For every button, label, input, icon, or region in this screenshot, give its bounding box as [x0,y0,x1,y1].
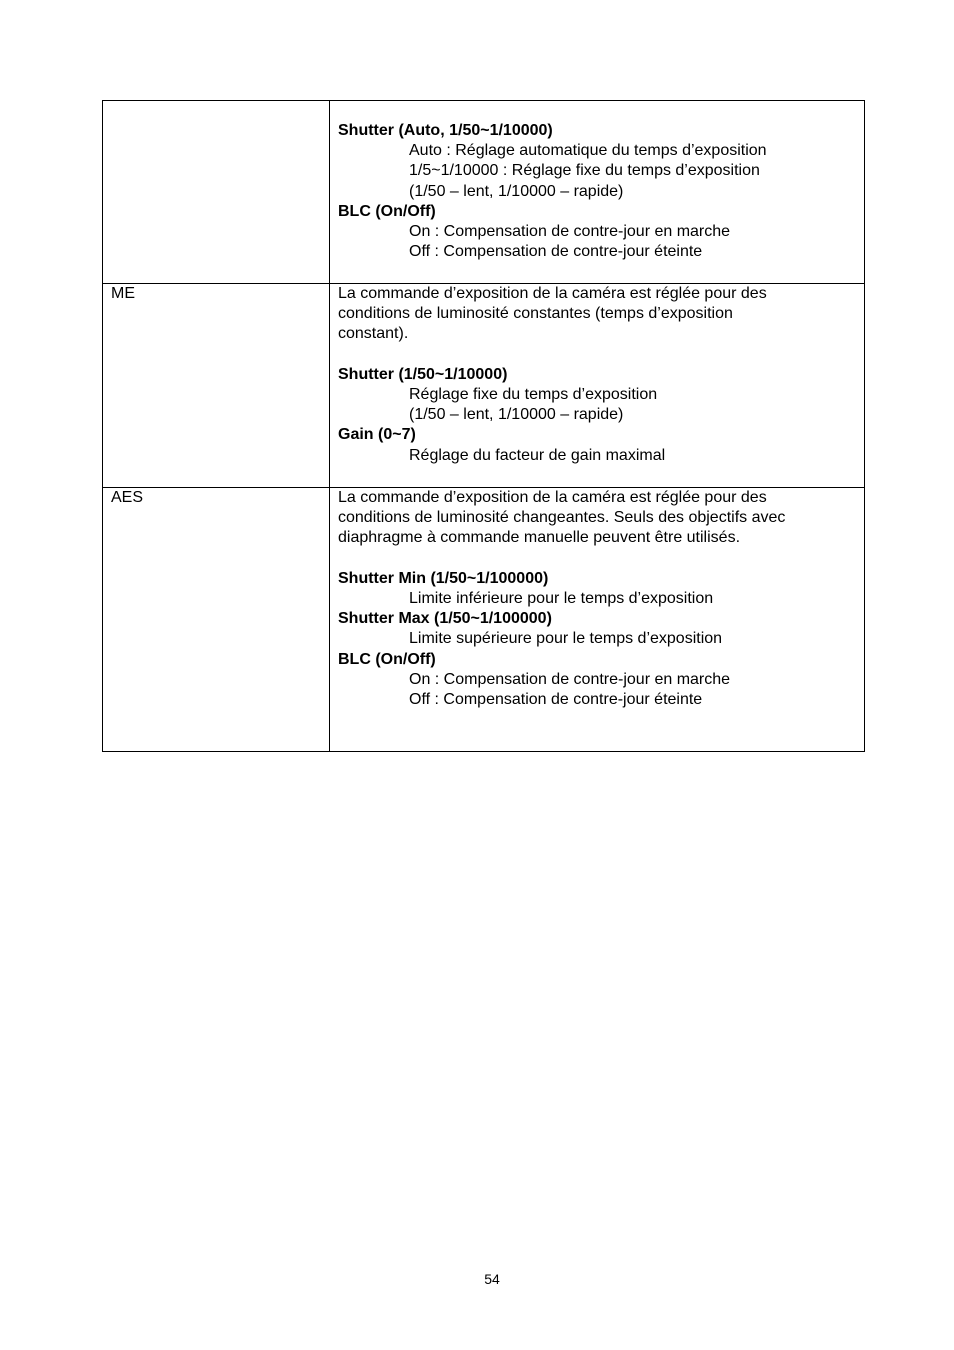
setting-description: On : Compensation de contre-jour en marche [409,223,731,241]
setting-description: Réglage du facteur de gain maximal [409,446,666,464]
mode-label: AES [111,489,144,506]
setting-heading: BLC (On/Off) [338,650,436,668]
setting-description: Off : Compensation de contre-jour éteinte [409,243,703,261]
setting-heading: Shutter Min (1/50~1/100000) [338,569,549,587]
table-row [103,488,865,752]
setting-heading: Shutter (Auto, 1/50~1/10000) [338,122,553,139]
setting-description: conditions de luminosité constantes (temps d’exposition [338,305,733,323]
setting-description: (1/50 – lent, 1/10000 – rapide) [409,182,624,200]
setting-description: 1/5~1/10000 : Réglage fixe du temps d’exposition [409,162,760,180]
table-row [103,101,865,284]
setting-description: diaphragme à commande manuelle peuvent être utilisés. [338,529,741,547]
setting-description: Auto : Réglage automatique du temps d’exposition [409,142,767,160]
description-lines [330,284,864,466]
description-cell [330,488,865,752]
page-number: 54 [484,1271,500,1287]
setting-description: La commande d’exposition de la caméra est réglée pour des [338,285,767,302]
setting-heading: BLC (On/Off) [338,202,436,220]
blank-line [338,549,854,569]
mode-label-cell [103,284,330,488]
setting-description: On : Compensation de contre-jour en marche [409,670,731,688]
setting-description: (1/50 – lent, 1/10000 – rapide) [409,406,624,424]
setting-heading: Gain (0~7) [338,426,416,444]
description-cell [330,284,865,488]
table-row [103,284,865,488]
setting-description: Off : Compensation de contre-jour éteinte [409,691,703,709]
mode-label-cell [103,101,330,284]
description-cell [330,101,865,284]
description-lines [330,488,864,710]
setting-description: Réglage fixe du temps d’exposition [409,386,658,403]
mode-label: ME [111,285,135,302]
setting-description: Limite supérieure pour le temps d’exposition [409,630,723,648]
mode-label-cell [103,488,330,752]
description-lines [330,101,864,262]
setting-heading: Shutter Max (1/50~1/100000) [338,610,552,628]
mode-label [103,101,329,121]
setting-description: La commande d’exposition de la caméra est réglée pour des [338,489,767,506]
blank-line [338,345,854,365]
setting-description: conditions de luminosité changeantes. Seuls des objectifs avec [338,509,786,527]
setting-heading: Shutter (1/50~1/10000) [338,365,508,383]
setting-description: constant). [338,325,409,343]
settings-table [102,100,865,752]
setting-description: Limite inférieure pour le temps d’exposition [409,590,714,607]
